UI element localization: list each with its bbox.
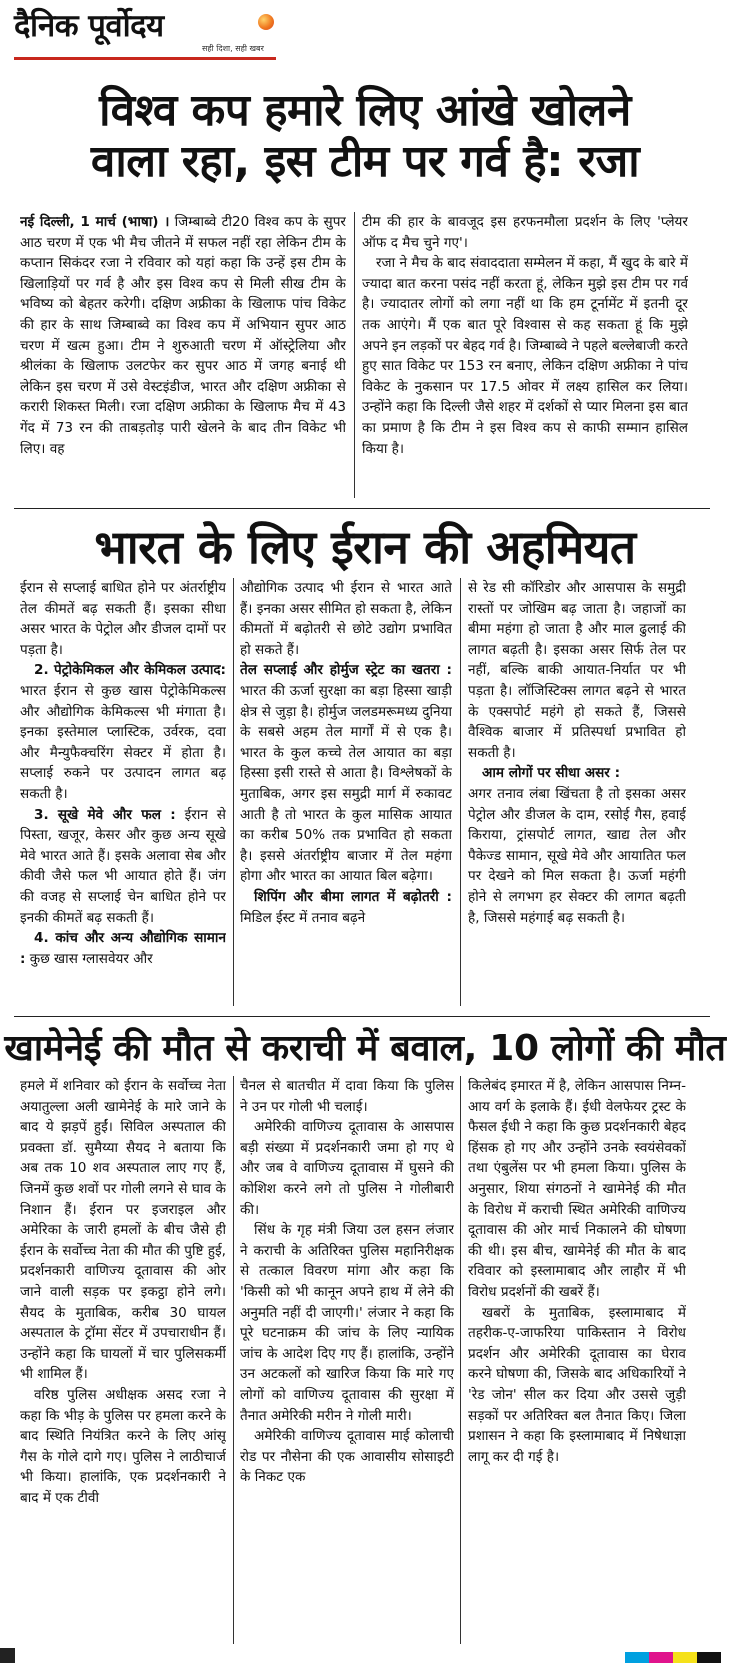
masthead — [0, 0, 730, 75]
sun-icon — [258, 14, 274, 30]
article2-c1-p1: ईरान से सप्लाई बाधित होने पर अंतर्राष्ट्रीय तेल कीमतें बढ़ सकती हैं। इसका सीधा असर भारत के पेट्रोल और डीजल दामों पर पड़ता है। — [20, 580, 226, 658]
article3-column-1 — [20, 1076, 226, 1644]
article2-c3-p2: अगर तनाव लंबा खिंचता है तो इसका असर पेट्रोल और डीजल के दाम, रसोई गैस, हवाई किराया, ट्रांसपोर्ट लागत, खाद्य तेल और पैकेज्ड सामान, सूखे मेवे और आयातित फल पर देखने को मिल सकता है। ऊर्जा महंगी होने से लगभग हर सेक्टर की लागत बढ़ती है, जिससे महंगाई बढ़ सकती है। — [468, 785, 686, 926]
article2-subhead-3: 3. सूखे मेवे और फल : — [34, 806, 176, 823]
article2-subhead-2: 2. पेट्रोकेमिकल और केमिकल उत्पाद: — [34, 662, 226, 679]
article2-subhead-hormuz: तेल सप्लाई और होर्मुज स्ट्रेट का खतरा : — [240, 662, 452, 679]
article1-column-1 — [20, 212, 346, 498]
article2-c1-p2: भारत ईरान से कुछ खास पेट्रोकेमिकल्स और औद्योगिक केमिकल्स भी मंगाता है। इनका इस्तेमाल प्लास्टिक, उर्वरक, दवा और मैन्युफैक्चरिंग सेक्टर में होता है। सप्लाई रुकने पर उत्पादन लागत बढ़ सकती है। — [20, 682, 226, 802]
article1-headline-line1: विश्व कप हमारे लिए आंखे खोलने — [99, 85, 631, 136]
column-divider — [460, 1076, 461, 1644]
article2-c2-p2: भारत की ऊर्जा सुरक्षा का बड़ा हिस्सा खाड़ी क्षेत्र से जुड़ा है। होर्मुज जलडमरूमध्य दुनिया के सबसे अहम तेल मार्गों में से एक है। भारत के कुल कच्चे तेल आयात का बड़ा हिस्सा इसी रास्ते से आता है। विश्लेषकों के मुताबिक, अगर इस समुद्री मार्ग में रुकावट आती है तो भारत के कुल मासिक आयात का करीब 50% तक प्रभावित हो सकता है। इससे अंतर्राष्ट्रीय बाजार में तेल महंगा होगा और भारत का आयात बिल बढ़ेगा। — [240, 682, 452, 885]
registration-mark — [0, 1648, 15, 1663]
article3-c2-p3: सिंध के गृह मंत्री जिया उल हसन लंजार ने कराची के अतिरिक्त पुलिस महानिरीक्षक से तत्काल विवरण मांगा और कहा कि 'किसी को भी कानून अपने हाथ में लेने की अनुमति नहीं दी जाएगी।' लंजार ने कहा कि पूरे घटनाक्रम की जांच के लिए न्यायिक जांच के आदेश दिए गए हैं। हालांकि, उन्होंने उन अटकलों को खारिज किया कि मारे गए लोगों को वाणिज्य दूतावास की सुरक्षा में तैनात अमेरिकी मरीन ने गोली मारी। — [240, 1222, 454, 1424]
article2-subhead-common: आम लोगों पर सीधा असर : — [482, 765, 621, 782]
article2-column-2 — [240, 578, 452, 1006]
cyan-swatch — [625, 1652, 649, 1663]
dateline: नई दिल्ली, 1 मार्च (भाषा) । — [20, 214, 170, 230]
column-divider — [354, 212, 355, 498]
article1-headline-line2: वाला रहा, इस टीम पर गर्व है: रजा — [90, 135, 640, 187]
article3-c3-p1: किलेबंद इमारत में है, लेकिन आसपास निम्न-आय वर्ग के इलाके हैं। ईधी वेलफेयर ट्रस्ट के फैसल ईधी ने कहा कि कुछ प्रदर्शनकारी बेहद हिंसक हो गए और उन्होंने उनके स्वयंसेवकों तथा एंबुलेंस पर भी हमला किया। पुलिस के अनुसार, शिया संगठनों ने खामेनेई की मौत के विरोध में कराची स्थित अमेरिकी वाणिज्य दूतावास की ओर मार्च निकालने की घोषणा की थी। इस बीच, खामेनेई की मौत के बाद रविवार को इस्लामाबाद और लाहौर में भी विरोध प्रदर्शनों की खबरें हैं। — [468, 1078, 686, 1300]
article2-c1-p3: ईरान से पिस्ता, खजूर, केसर और कुछ अन्य सूखे मेवे भारत आते हैं। इसके अलावा सेब और कीवी जैसे फल भी आयात होते हैं। जंग की वजह से सप्लाई चेन बाधित होने पर इनकी कीमतें बढ़ सकती हैं। — [20, 806, 226, 926]
article3-c1-p2: वरिष्ठ पुलिस अधीक्षक असद रजा ने कहा कि भीड़ के पुलिस पर हमला करने के बाद स्थिति नियंत्रित करने के लिए आंसू गैस के गोले दागे गए। पुलिस ने लाठीचार्ज भी किया। हालांकि, एक प्रदर्शनकारी ने बाद में एक टीवी — [20, 1386, 226, 1506]
tagline: सही दिशा, सही खबर — [202, 44, 264, 53]
article1-column-2 — [362, 212, 688, 498]
article3-c2-p4: अमेरिकी वाणिज्य दूतावास माई कोलाची रोड पर नौसेना की एक आवासीय सोसाइटी के निकट एक — [240, 1428, 454, 1486]
article2-c2-p3: मिडिल ईस्ट में तनाव बढ़ने — [240, 909, 366, 926]
article2-subhead-shipping: शिपिंग और बीमा लागत में बढ़ोतरी : — [254, 888, 452, 905]
article3-column-2 — [240, 1076, 454, 1644]
article1-col2-p2: रजा ने मैच के बाद संवाददाता सम्मेलन में कहा, मैं खुद के बारे में ज्यादा बात करना पसंद नहीं करता हूं, लेकिन मुझे इस टीम पर गर्व है। ज्यादातर लोगों को लगा नहीं था कि हम टूर्नामेंट में इतनी दूर तक आएंगे। मैं एक बात पूरे विश्वास से कह सकता हूं कि मुझे अपने इन लड़कों पर बेहद गर्व है। जिम्बाब्वे ने पहले बल्लेबाजी करते हुए सात विकेट पर 153 रन बनाए, लेकिन दक्षिण अफ्रीका ने पांच विकेट के नुकसान पर 17.5 ओवर में लक्ष्य हासिल कर लिया। उन्होंने कहा कि दिल्ली जैसे शहर में दर्शकों से प्यार मिलना इस बात का प्रमाण है कि टीम ने इस विश्व कप से काफी सम्मान हासिल किया है। — [362, 255, 688, 457]
article3-headline: खामेनेई की मौत से कराची में बवाल, 10 लोगों की मौत — [4, 1028, 726, 1069]
article2-c1-p4: कुछ खास ग्लासवेयर और — [29, 950, 153, 967]
column-divider — [460, 578, 461, 1006]
article3-c2-p1: चैनल से बातचीत में दावा किया कि पुलिस ने उन पर गोली भी चलाई। — [240, 1078, 454, 1115]
yellow-swatch — [673, 1652, 697, 1663]
article2-column-1 — [20, 578, 226, 1006]
article2-subhead-4: 4. कांच और अन्य औद्योगिक सामान : — [20, 930, 226, 967]
section-divider — [14, 1016, 710, 1017]
article2-c3-p1: से रेड सी कॉरिडोर और आसपास के समुद्री रास्तों पर जोखिम बढ़ जाता है। जहाजों का बीमा महंगा हो जाता है और माल ढुलाई की लागत बढ़ती है। इसका असर सिर्फ तेल पर नहीं, बल्कि बाकी आयात-निर्यात पर भी पड़ता है। लॉजिस्टिक्स लागत बढ़ने से भारत के एक्सपोर्ट महंगे हो सकते हैं, जिससे वैश्विक बाजार में प्रतिस्पर्धा प्रभावित हो सकती है। — [468, 580, 686, 761]
article3-c1-p1: हमले में शनिवार को ईरान के सर्वोच्च नेता अयातुल्ला अली खामेनेई के मारे जाने के बाद ये झड़पें हुईं। सिविल अस्पताल की प्रवक्ता डॉ. सुमैय्या सैयद ने बताया कि अब तक 10 शव अस्पताल लाए गए हैं, जिनमें कुछ शवों पर गोली लगने से घाव के निशान हैं। ईरान पर इजराइल और अमेरिका के जारी हमलों के बीच जैसे ही ईरान के सर्वोच्च नेता की मौत की पुष्टि हुई, प्रदर्शनकारी वाणिज्य दूतावास की ओर जाने वाली सड़क पर इकट्ठा होने लगे। सैयद के मुताबिक, करीब 30 घायल अस्पताल के ट्रॉमा सेंटर में उपचाराधीन हैं। उन्होंने कहा कि घायलों में चार पुलिसकर्मी भी शामिल हैं। — [20, 1078, 226, 1383]
article3-column-3 — [468, 1076, 686, 1644]
magenta-swatch — [649, 1652, 673, 1663]
column-divider — [233, 578, 234, 1006]
article1-col2-p1: टीम की हार के बावजूद इस हरफनमौला प्रदर्शन के लिए 'प्लेयर ऑफ द मैच चुने गए'। — [362, 214, 688, 251]
article2-headline: भारत के लिए ईरान की अहमियत — [94, 520, 636, 574]
article2-c2-p1: औद्योगिक उत्पाद भी ईरान से भारत आते हैं। इनका असर सीमित हो सकता है, लेकिन कीमतों में बढ़ोतरी से छोटे उद्योग प्रभावित हो सकते हैं। — [240, 580, 452, 658]
article3-c3-p2: खबरों के मुताबिक, इस्लामाबाद में तहरीक-ए-जाफरिया पाकिस्तान ने विरोध प्रदर्शन और अमेरिकी दूतावास का घेराव करने घोषणा की, जिसके बाद अधिकारियों ने 'रेड जोन' सील कर दिया और उससे जुड़ी सड़कों पर अतिरिक्त बल तैनात किए। जिला प्रशासन ने कहा कि इस्लामाबाद में निषेधाज्ञा लागू कर दी गई है। — [468, 1304, 686, 1465]
newspaper-logo: दैनिक पूर्वोदय — [14, 8, 164, 44]
column-divider — [233, 1076, 234, 1644]
article1-col1-text: जिम्बाब्वे टी20 विश्व कप के सुपर आठ चरण में एक भी मैच जीतने में सफल नहीं रहा लेकिन टीम के कप्तान सिकंदर रजा ने रविवार को यहां कहा कि उन्हें इस टीम के खिलाड़ियों पर गर्व है और इस विश्व कप से मिली सीख टीम के भविष्य को बेहतर करेगी। दक्षिण अफ्रीका के खिलाफ पांच विकेट की हार के साथ जिम्बाब्वे का विश्व कप में अभियान सुपर आठ चरण में खत्म हुआ। टीम ने शुरुआती चरण में ऑस्ट्रेलिया और श्रीलंका के खिलाफ उलटफेर कर सुपर आठ में जगह बनाई थी लेकिन इस चरण में उसे वेस्टइंडीज, भारत और दक्षिण अफ्रीका से करारी शिकस्त मिली। रजा दक्षिण अफ्रीका के खिलाफ मैच में 43 गेंद में 73 रन की ताबड़तोड़ पारी खेलने के बाद तीन विकेट भी लिए। वह — [20, 214, 346, 457]
article2-column-3 — [468, 578, 686, 1006]
article3-c2-p2: अमेरिकी वाणिज्य दूतावास के आसपास बड़ी संख्या में प्रदर्शनकारी जमा हो गए थे और जब वे वाणिज्य दूतावास में घुसने की कोशिश करने लगे तो पुलिस ने गोलीबारी की। — [240, 1119, 454, 1218]
section-divider — [14, 508, 710, 509]
masthead-rule — [14, 57, 276, 60]
article1-headline — [0, 86, 730, 187]
black-swatch — [697, 1652, 721, 1663]
